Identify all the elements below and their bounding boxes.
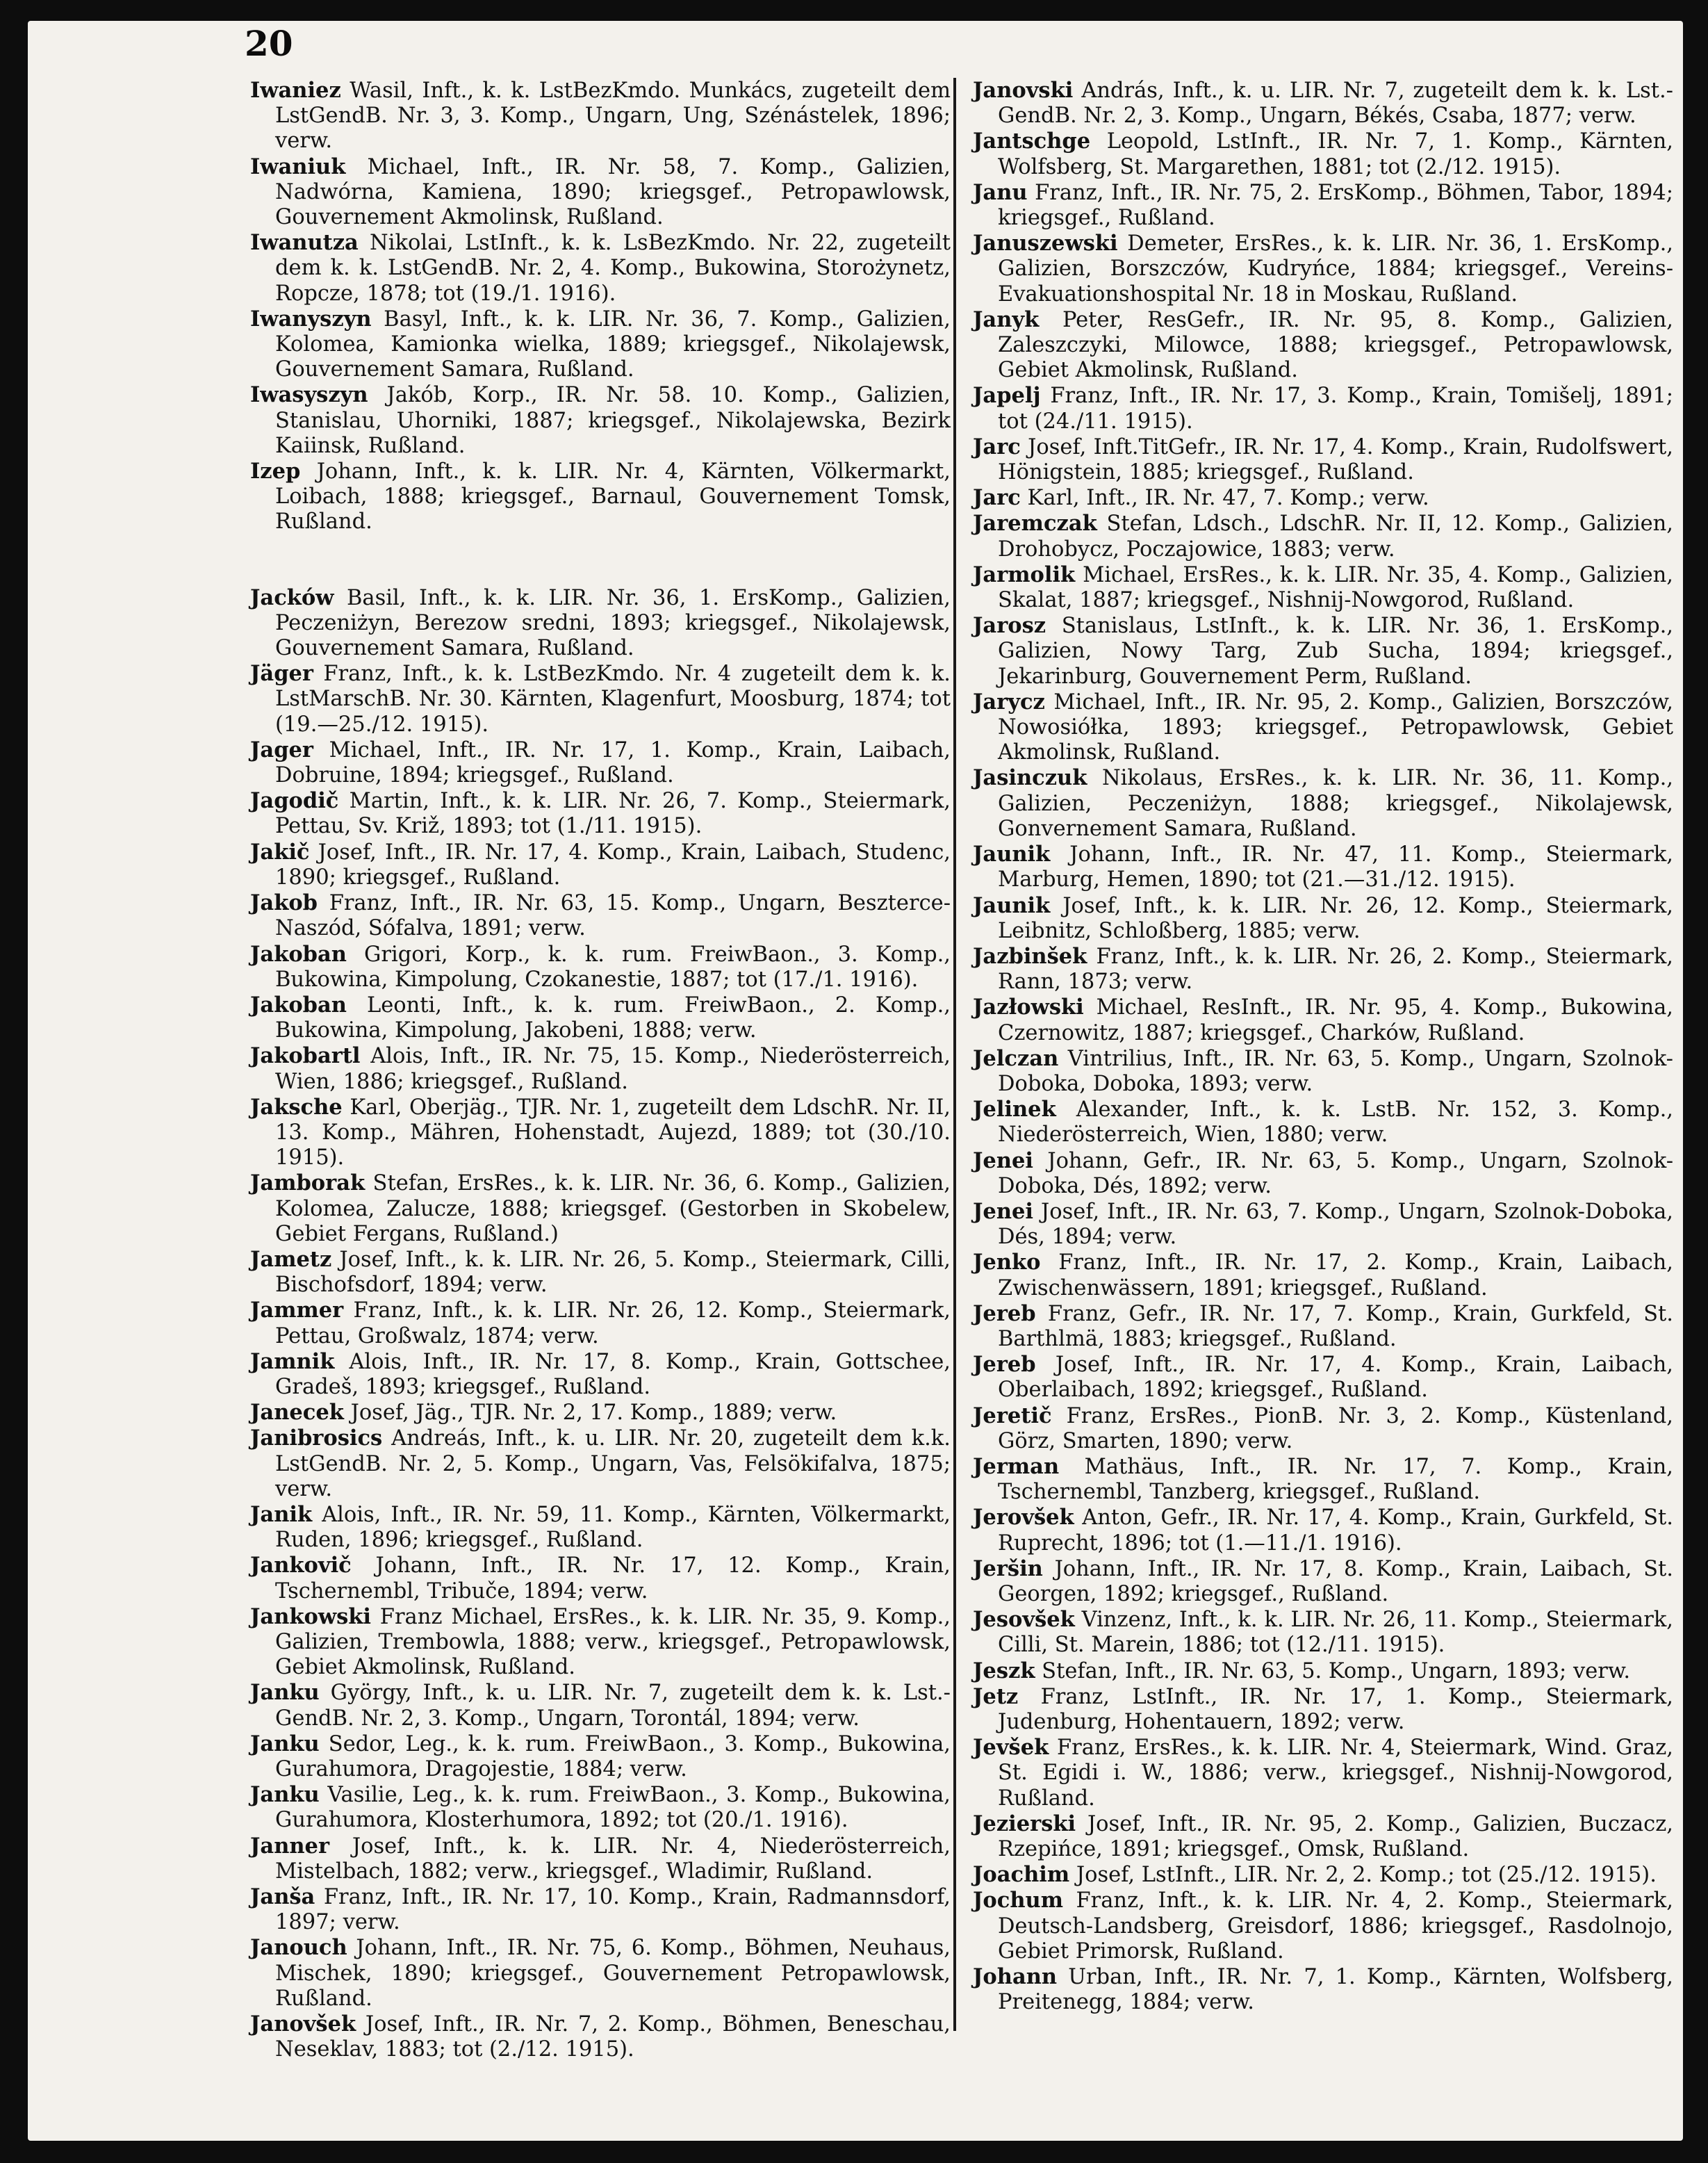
entry-details: Franz, Gefr., IR. Nr. 17, 7. Komp., Krain, Gurkfeld, St. Barthlmä, 1883; kriegsgef., Rußland. bbox=[998, 1301, 1673, 1351]
casualty-entry bbox=[973, 1964, 1673, 2015]
casualty-entry bbox=[250, 382, 951, 459]
entry-surname: Jeretič bbox=[973, 1403, 1052, 1428]
casualty-entry bbox=[973, 1556, 1673, 1607]
entry-details: Stanislaus, LstInft., k. k. LIR. Nr. 36, 1. ErsKomp., Galizien, Nowy Targ, Zub Sucha, 1894; kriegsgef., Jekarinburg, Gouvernement Perm, Rußland. bbox=[998, 614, 1673, 689]
casualty-entry bbox=[250, 1680, 951, 1731]
entry-details: Josef, Inft., IR. Nr. 7, 2. Komp., Böhmen, Beneschau, Neseklav, 1883; tot (2./12. 1915). bbox=[275, 2012, 951, 2062]
entry-surname: Jeršin bbox=[973, 1556, 1043, 1581]
casualty-entry bbox=[973, 1352, 1673, 1403]
casualty-entry bbox=[250, 78, 951, 154]
casualty-entry bbox=[250, 840, 951, 890]
casualty-entry bbox=[973, 1811, 1673, 1862]
entry-details: Basyl, Inft., k. k. LIR. Nr. 36, 7. Komp., Galizien, Kolomea, Kamionka wielka, 1889; kriegsgef., Nikolajewsk, Gouvernement Samara, Rußland. bbox=[275, 307, 951, 382]
entry-details: Martin, Inft., k. k. LIR. Nr. 26, 7. Komp., Steiermark, Pettau, Sv. Križ, 1893; tot (1./11. 1915). bbox=[275, 789, 951, 839]
entry-details: Franz, ErsRes., PionB. Nr. 3, 2. Komp., Küstenland, Görz, Smarten, 1890; verw. bbox=[998, 1403, 1674, 1453]
casualty-entry bbox=[973, 511, 1673, 562]
entry-surname: Jelczan bbox=[973, 1045, 1059, 1071]
entry-details: Stefan, Ldsch., LdschR. Nr. II, 12. Komp., Galizien, Drohobycz, Poczajowice, 1883; verw. bbox=[998, 512, 1673, 562]
entry-details: Josef, Inft., IR. Nr. 63, 7. Komp., Ungarn, Szolnok-Doboka, Dés, 1894; verw. bbox=[998, 1199, 1673, 1250]
section-gap bbox=[250, 535, 951, 585]
casualty-entry bbox=[250, 459, 951, 535]
entry-surname: Janša bbox=[250, 1884, 315, 1910]
entry-surname: Jakoban bbox=[250, 992, 347, 1018]
entry-details: Johann, Inft., IR. Nr. 17, 12. Komp., Krain, Tschernembl, Tribuče, 1894; verw. bbox=[275, 1553, 951, 1603]
casualty-entry bbox=[973, 1888, 1673, 1964]
entry-details: Michael, ResInft., IR. Nr. 95, 4. Komp., Bukowina, Czernowitz, 1887; kriegsgef., Charków, Rußland. bbox=[998, 995, 1673, 1045]
entry-surname: Januszewski bbox=[973, 231, 1118, 256]
entry-surname: Iwanyszyn bbox=[250, 306, 372, 332]
casualty-entry bbox=[973, 765, 1673, 842]
right-column bbox=[973, 78, 1673, 2015]
entry-details: Wasil, Inft., k. k. LstBezKmdo. Munkács, zugeteilt dem LstGendB. Nr. 3, 3. Komp., Ungarn, Ung, Szénástelek, 1896; verw. bbox=[275, 79, 951, 154]
entry-surname: Jevšek bbox=[973, 1735, 1049, 1761]
entry-details: Franz, Inft., k. k. LIR. Nr. 26, 12. Komp., Steiermark, Pettau, Großwalz, 1874; verw. bbox=[275, 1298, 951, 1348]
casualty-entry bbox=[973, 842, 1673, 892]
casualty-entry bbox=[973, 485, 1673, 511]
entry-surname: Janik bbox=[250, 1501, 313, 1527]
entry-details: Vinzenz, Inft., k. k. LIR. Nr. 26, 11. Komp., Steiermark, Cilli, St. Marein, 1886; tot (12./11. 1915). bbox=[998, 1608, 1673, 1658]
entry-details: Johann, Inft., IR. Nr. 17, 8. Komp., Krain, Laibach, St. Georgen, 1892; kriegsgef., Rußland. bbox=[998, 1556, 1673, 1606]
entry-details: György, Inft., k. u. LIR. Nr. 7, zugeteilt dem k. k. Lst.-GendB. Nr. 2, 3. Komp., Ungarn, Torontál, 1894; verw. bbox=[275, 1681, 951, 1731]
entry-surname: Janovšek bbox=[250, 2011, 356, 2037]
casualty-entry bbox=[973, 995, 1673, 1045]
casualty-entry bbox=[250, 942, 951, 993]
entry-surname: Jelinek bbox=[973, 1097, 1056, 1123]
entry-details: Franz, Inft., k. k. LIR. Nr. 26, 2. Komp., Steiermark, Rann, 1873; verw. bbox=[998, 944, 1674, 995]
entry-details: Josef, Inft., k. k. LIR. Nr. 4, Niederösterreich, Mistelbach, 1882; verw., kriegsgef., Wladimir, Rußland. bbox=[275, 1834, 951, 1884]
casualty-entry bbox=[250, 737, 951, 788]
entry-surname: Jamnik bbox=[250, 1348, 335, 1374]
entry-surname: Jäger bbox=[250, 661, 313, 687]
entry-details: Franz Michael, ErsRes., k. k. LIR. Nr. 35, 9. Komp., Galizien, Trembowla, 1888; verw., kriegsgef., Petropawlowsk, Gebiet Akmolinsk, Rußland. bbox=[275, 1604, 951, 1680]
entry-surname: Jamborak bbox=[250, 1170, 366, 1196]
page-number: 20 bbox=[245, 23, 293, 64]
casualty-entry bbox=[973, 1403, 1673, 1454]
entry-surname: Jacków bbox=[250, 585, 334, 610]
casualty-entry bbox=[973, 562, 1673, 613]
entry-details: Josef, LstInft., LIR. Nr. 2, 2. Komp.; tot (25./12. 1915). bbox=[1076, 1863, 1657, 1888]
entry-surname: Janibrosics bbox=[250, 1426, 383, 1451]
entry-surname: Jochum bbox=[973, 1888, 1063, 1913]
entry-surname: Jarc bbox=[973, 434, 1021, 459]
casualty-entry bbox=[250, 993, 951, 1043]
entry-details: Leonti, Inft., k. k. rum. FreiwBaon., 2. Komp., Bukowina, Kimpolung, Jakobeni, 1888; verw. bbox=[275, 993, 951, 1043]
entry-details: Stefan, ErsRes., k. k. LIR. Nr. 36, 6. Komp., Galizien, Kolomea, Zalucze, 1888; kriegsgef. (Gestorben in Skobelew, Gebiet Fergans, Rußland.) bbox=[275, 1171, 951, 1246]
entry-details: Johann, Inft., IR. Nr. 75, 6. Komp., Böhmen, Neuhaus, Mischek, 1890; kriegsgef., Gouvernement Petropawlowsk, Rußland. bbox=[275, 1936, 951, 2011]
entry-surname: Jerman bbox=[973, 1453, 1060, 1479]
entry-surname: Janu bbox=[973, 179, 1028, 205]
entry-surname: Jenei bbox=[973, 1198, 1034, 1224]
entry-surname: Jankowski bbox=[250, 1603, 371, 1629]
casualty-entry bbox=[250, 1349, 951, 1400]
casualty-entry bbox=[973, 1735, 1673, 1811]
casualty-entry bbox=[250, 1247, 951, 1298]
entry-details: Michael, ErsRes., k. k. LIR. Nr. 35, 4. Komp., Galizien, Skalat, 1887; kriegsgef., Nishnij-Nowgorod, Rußland. bbox=[998, 562, 1673, 613]
entry-surname: Jarmolik bbox=[973, 562, 1076, 587]
entry-surname: Jankovič bbox=[250, 1553, 352, 1578]
casualty-entry bbox=[973, 1046, 1673, 1097]
casualty-entry bbox=[973, 893, 1673, 944]
entry-details: Jakób, Korp., IR. Nr. 58. 10. Komp., Galizien, Stanislau, Uhorniki, 1887; kriegsgef., Nikolajewska, Bezirk Kaiinsk, Rußland. bbox=[275, 383, 951, 458]
entry-details: Johann, Inft., k. k. LIR. Nr. 4, Kärnten, Völkermarkt, Loibach, 1888; kriegsgef., Barnaul, Gouvernement Tomsk, Rußland. bbox=[275, 459, 951, 534]
entry-surname: Jammer bbox=[250, 1298, 344, 1323]
entry-details: Franz, Inft., IR. Nr. 75, 2. ErsKomp., Böhmen, Tabor, 1894; kriegsgef., Rußland. bbox=[998, 180, 1673, 231]
entry-surname: Jereb bbox=[973, 1300, 1036, 1326]
casualty-entry bbox=[973, 129, 1673, 179]
entry-surname: Jerovšek bbox=[973, 1505, 1074, 1531]
casualty-entry bbox=[973, 1607, 1673, 1658]
casualty-entry bbox=[973, 1301, 1673, 1352]
entry-details: Stefan, Inft., IR. Nr. 63, 5. Komp., Ungarn, 1893; verw. bbox=[1042, 1658, 1631, 1683]
entry-details: Franz, Inft., IR. Nr. 63, 15. Komp., Ungarn, Beszterce-Naszód, Sófalva, 1891; verw. bbox=[275, 891, 951, 941]
left-column bbox=[250, 78, 951, 2062]
entry-details: Karl, Oberjäg., TJR. Nr. 1, zugeteilt dem LdschR. Nr. II, 13. Komp., Mähren, Hohenstadt, Aujezd, 1889; tot (30./10. 1915). bbox=[275, 1095, 951, 1170]
entry-details: Karl, Inft., IR. Nr. 47, 7. Komp.; verw. bbox=[1027, 486, 1429, 511]
entry-surname: Jesovšek bbox=[973, 1607, 1075, 1633]
entry-details: Johann, Inft., IR. Nr. 47, 11. Komp., Steiermark, Marburg, Hemen, 1890; tot (21.—31./12. 1915). bbox=[998, 842, 1673, 892]
casualty-entry bbox=[973, 1658, 1673, 1684]
casualty-entry bbox=[973, 231, 1673, 307]
entry-details: Nikolai, LstInft., k. k. LsBezKmdo. Nr. 22, zugeteilt dem k. k. LstGendB. Nr. 2, 4. Komp., Bukowina, Storożynetz, Ropcze, 1878; tot (19./1. 1916). bbox=[275, 231, 951, 306]
entry-surname: Jezierski bbox=[973, 1811, 1076, 1836]
casualty-entry bbox=[250, 661, 951, 737]
entry-details: Michael, Inft., IR. Nr. 95, 2. Komp., Galizien, Borszczów, Nowosiółka, 1893; kriegsgef., Petropawlowsk, Gebiet Akmolinsk, Rußland. bbox=[998, 689, 1673, 765]
casualty-entry bbox=[250, 890, 951, 941]
entry-surname: Jenei bbox=[973, 1148, 1034, 1173]
entry-details: Josef, Inft., IR. Nr. 95, 2. Komp., Galizien, Buczacz, Rzepińce, 1891; kriegsgef., Omsk, Rußland. bbox=[998, 1811, 1673, 1862]
entry-details: Josef, Inft., IR. Nr. 17, 4. Komp., Krain, Laibach, Oberlaibach, 1892; kriegsgef., Rußland. bbox=[998, 1353, 1673, 1403]
entry-details: Franz, Inft., IR. Nr. 17, 10. Komp., Krain, Radmannsdorf, 1897; verw. bbox=[275, 1885, 951, 1935]
entry-surname: Jagodič bbox=[250, 788, 339, 814]
entry-details: Josef, Inft., k. k. LIR. Nr. 26, 12. Komp., Steiermark, Leibnitz, Schloßberg, 1885; verw. bbox=[998, 893, 1673, 943]
casualty-entry bbox=[250, 1834, 951, 1884]
entry-surname: Jarycz bbox=[973, 689, 1045, 715]
entry-surname: Janku bbox=[250, 1731, 320, 1756]
entry-details: Franz, Inft., k. k. LIR. Nr. 4, 2. Komp., Steiermark, Deutsch-Landsberg, Greisdorf, 1886; kriegsgef., Rasdolnojo, Gebiet Primorsk, Rußland. bbox=[998, 1888, 1673, 1964]
entry-details: Nikolaus, ErsRes., k. k. LIR. Nr. 36, 11. Komp., Galizien, Peczeniżyn, 1888; kriegsgef., Nikolajewsk, Gonvernement Samara, Rußland. bbox=[998, 766, 1673, 841]
casualty-entry bbox=[973, 1199, 1673, 1250]
entry-details: Sedor, Leg., k. k. rum. FreiwBaon., 3. Komp., Bukowina, Gurahumora, Dragojestie, 1884; verw. bbox=[275, 1731, 951, 1781]
entry-details: András, Inft., k. u. LIR. Nr. 7, zugeteilt dem k. k. Lst.-GendB. Nr. 2, 3. Komp., Ungarn, Békés, Csaba, 1877; verw. bbox=[998, 79, 1673, 129]
entry-surname: Jasinczuk bbox=[973, 765, 1087, 791]
casualty-entry bbox=[973, 689, 1673, 766]
entry-details: Vintrilius, Inft., IR. Nr. 63, 5. Komp., Ungarn, Szolnok-Doboka, Doboka, 1893; verw. bbox=[998, 1046, 1673, 1096]
entry-surname: Jaunik bbox=[973, 892, 1051, 918]
entry-surname: Jereb bbox=[973, 1352, 1036, 1378]
casualty-entry bbox=[250, 1043, 951, 1094]
entry-details: Franz, Inft., IR. Nr. 17, 3. Komp., Krain, Tomišelj, 1891; tot (24./11. 1915). bbox=[998, 384, 1673, 434]
entry-surname: Jarc bbox=[973, 485, 1021, 511]
entry-surname: Jager bbox=[250, 737, 313, 762]
entry-details: Johann, Gefr., IR. Nr. 63, 5. Komp., Ungarn, Szolnok-Doboka, Dés, 1892; verw. bbox=[998, 1148, 1673, 1198]
entry-details: Franz, Inft., IR. Nr. 17, 2. Komp., Krain, Laibach, Zwischenwässern, 1891; kriegsgef., Rußland. bbox=[998, 1250, 1674, 1300]
entry-surname: Iwaniuk bbox=[250, 154, 346, 179]
entry-details: Vasilie, Leg., k. k. rum. FreiwBaon., 3. Komp., Bukowina, Gurahumora, Klosterhumora, 1892; tot (20./1. 1916). bbox=[275, 1783, 951, 1833]
entry-surname: Jazłowski bbox=[973, 995, 1084, 1020]
casualty-entry bbox=[250, 1170, 951, 1247]
entry-surname: Jenko bbox=[973, 1250, 1041, 1275]
casualty-entry bbox=[973, 1684, 1673, 1735]
casualty-entry bbox=[973, 944, 1673, 995]
casualty-entry bbox=[250, 2011, 951, 2062]
casualty-entry bbox=[250, 1731, 951, 1782]
entry-surname: Iwanutza bbox=[250, 230, 359, 256]
casualty-entry bbox=[973, 307, 1673, 384]
casualty-entry bbox=[973, 1097, 1673, 1148]
entry-details: Mathäus, Inft., IR. Nr. 17, 7. Komp., Krain, Tschernembl, Tanzberg, kriegsgef., Rußland. bbox=[998, 1454, 1673, 1505]
column-divider bbox=[953, 78, 956, 2031]
entry-surname: Janku bbox=[250, 1680, 320, 1706]
entry-details: Franz, Inft., k. k. LstBezKmdo. Nr. 4 zugeteilt dem k. k. LstMarschB. Nr. 30. Kärnten, Klagenfurt, Moosburg, 1874; tot (19.—25./12. 1915). bbox=[275, 662, 951, 737]
casualty-entry bbox=[250, 1553, 951, 1603]
casualty-entry bbox=[973, 78, 1673, 129]
entry-surname: Jetz bbox=[973, 1683, 1019, 1709]
casualty-entry bbox=[250, 1604, 951, 1681]
entry-surname: Jazbinšek bbox=[973, 943, 1087, 969]
casualty-entry bbox=[250, 1935, 951, 2011]
entry-details: Josef, Inft., k. k. LIR. Nr. 26, 5. Komp., Steiermark, Cilli, Bischofsdorf, 1894; verw. bbox=[275, 1247, 951, 1298]
entry-surname: Janner bbox=[250, 1833, 330, 1859]
entry-details: Alexander, Inft., k. k. LstB. Nr. 152, 3. Komp., Niederösterreich, Wien, 1880; verw. bbox=[998, 1097, 1673, 1148]
entry-details: Leopold, LstInft., IR. Nr. 7, 1. Komp., Kärnten, Wolfsberg, St. Margarethen, 1881; tot (2./12. 1915). bbox=[998, 129, 1674, 179]
entry-details: Peter, ResGefr., IR. Nr. 95, 8. Komp., Galizien, Zaleszczyki, Milowce, 1888; kriegsgef., Petropawlowsk, Gebiet Akmolinsk, Rußland. bbox=[998, 307, 1673, 383]
casualty-entry bbox=[250, 1782, 951, 1833]
entry-surname: Jarosz bbox=[973, 613, 1046, 639]
casualty-entry bbox=[250, 1502, 951, 1553]
entry-surname: Iwasyszyn bbox=[250, 382, 368, 408]
casualty-entry bbox=[973, 1148, 1673, 1199]
entry-surname: Jakob bbox=[250, 890, 318, 916]
entry-details: Urban, Inft., IR. Nr. 7, 1. Komp., Kärnten, Wolfsberg, Preitenegg, 1884; verw. bbox=[998, 1965, 1674, 2015]
casualty-entry bbox=[973, 1505, 1673, 1556]
entry-details: Basil, Inft., k. k. LIR. Nr. 36, 1. ErsKomp., Galizien, Peczeniżyn, Berezow sredni, 1893; kriegsgef., Nikolajewsk, Gouvernement Samara, Rußland. bbox=[275, 585, 951, 661]
entry-details: Josef, Jäg., TJR. Nr. 2, 17. Komp., 1889; verw. bbox=[350, 1401, 837, 1426]
entry-details: Franz, LstInft., IR. Nr. 17, 1. Komp., Steiermark, Judenburg, Hohentauern, 1892; verw. bbox=[998, 1684, 1673, 1734]
entry-surname: Jantschge bbox=[973, 129, 1091, 154]
casualty-entry bbox=[250, 1095, 951, 1171]
casualty-entry bbox=[973, 180, 1673, 231]
entry-surname: Janouch bbox=[250, 1935, 347, 1961]
entry-surname: Jaunik bbox=[973, 842, 1051, 867]
casualty-entry bbox=[250, 1426, 951, 1502]
entry-details: Michael, Inft., IR. Nr. 58, 7. Komp., Galizien, Nadwórna, Kamiena, 1890; kriegsgef., Petropawlowsk, Gouvernement Akmolinsk, Rußland. bbox=[275, 154, 951, 230]
casualty-entry bbox=[973, 383, 1673, 434]
casualty-entry bbox=[250, 585, 951, 662]
entry-surname: Janku bbox=[250, 1782, 320, 1808]
entry-details: Josef, Inft.TitGefr., IR. Nr. 17, 4. Komp., Krain, Rudolfswert, Hönigstein, 1885; kriegsgef., Rußland. bbox=[998, 434, 1673, 485]
casualty-entry bbox=[250, 1884, 951, 1935]
casualty-entry bbox=[973, 1862, 1673, 1888]
casualty-entry bbox=[973, 1454, 1673, 1505]
entry-surname: Izep bbox=[250, 459, 301, 484]
entry-details: Andreás, Inft., k. u. LIR. Nr. 20, zugeteilt dem k.k. LstGendB. Nr. 2, 5. Komp., Ungarn, Vas, Felsökifalva, 1875; verw. bbox=[275, 1426, 951, 1501]
entry-surname: Jaksche bbox=[250, 1094, 343, 1120]
entry-surname: Johann bbox=[973, 1964, 1058, 1990]
entry-details: Grigori, Korp., k. k. rum. FreiwBaon., 3. Komp., Bukowina, Kimpolung, Czokanestie, 1887; tot (17./1. 1916). bbox=[275, 942, 951, 992]
entry-surname: Jeszk bbox=[973, 1658, 1035, 1683]
casualty-entry bbox=[250, 788, 951, 839]
entry-surname: Janyk bbox=[973, 307, 1040, 332]
casualty-entry bbox=[973, 1250, 1673, 1300]
casualty-entry bbox=[973, 434, 1673, 485]
entry-surname: Janecek bbox=[250, 1400, 344, 1426]
casualty-entry bbox=[250, 1400, 951, 1426]
entry-surname: Jametz bbox=[250, 1246, 332, 1272]
entry-details: Josef, Inft., IR. Nr. 17, 4. Komp., Krain, Laibach, Studenc, 1890; kriegsgef., Rußland. bbox=[275, 840, 951, 890]
entry-details: Alois, Inft., IR. Nr. 75, 15. Komp., Niederösterreich, Wien, 1886; kriegsgef., Rußland. bbox=[275, 1044, 951, 1094]
entry-details: Franz, ErsRes., k. k. LIR. Nr. 4, Steiermark, Wind. Graz, St. Egidi i. W., 1886; verw., kriegsgef., Nishnij-Nowgorod, Rußland. bbox=[998, 1736, 1673, 1811]
entry-surname: Japelj bbox=[973, 383, 1041, 409]
casualty-entry bbox=[250, 230, 951, 307]
entry-details: Demeter, ErsRes., k. k. LIR. Nr. 36, 1. ErsKomp., Galizien, Borszczów, Kudryńce, 1884; kriegsgef., Vereins-Evakuationshospital Nr. 18 in Moskau, Rußland. bbox=[998, 231, 1673, 307]
entry-surname: Janovski bbox=[973, 78, 1074, 103]
casualty-entry bbox=[250, 307, 951, 383]
casualty-entry bbox=[250, 154, 951, 231]
entry-surname: Jakobartl bbox=[250, 1043, 361, 1069]
entry-surname: Jakoban bbox=[250, 941, 347, 967]
casualty-entry bbox=[250, 1298, 951, 1348]
entry-details: Michael, Inft., IR. Nr. 17, 1. Komp., Krain, Laibach, Dobruine, 1894; kriegsgef., Rußland. bbox=[275, 737, 951, 788]
entry-surname: Joachim bbox=[973, 1862, 1070, 1888]
entry-details: Alois, Inft., IR. Nr. 59, 11. Komp., Kärnten, Völkermarkt, Ruden, 1896; kriegsgef., Rußland. bbox=[275, 1502, 951, 1553]
casualty-entry bbox=[973, 613, 1673, 689]
entry-surname: Iwaniez bbox=[250, 78, 341, 103]
entry-details: Anton, Gefr., IR. Nr. 17, 4. Komp., Krain, Gurkfeld, St. Ruprecht, 1896; tot (1.—11./1. 1916). bbox=[998, 1505, 1673, 1556]
entry-surname: Jakič bbox=[250, 839, 310, 865]
entry-surname: Jaremczak bbox=[973, 511, 1097, 537]
entry-details: Alois, Inft., IR. Nr. 17, 8. Komp., Krain, Gottschee, Gradeš, 1893; kriegsgef., Rußland. bbox=[275, 1349, 951, 1399]
